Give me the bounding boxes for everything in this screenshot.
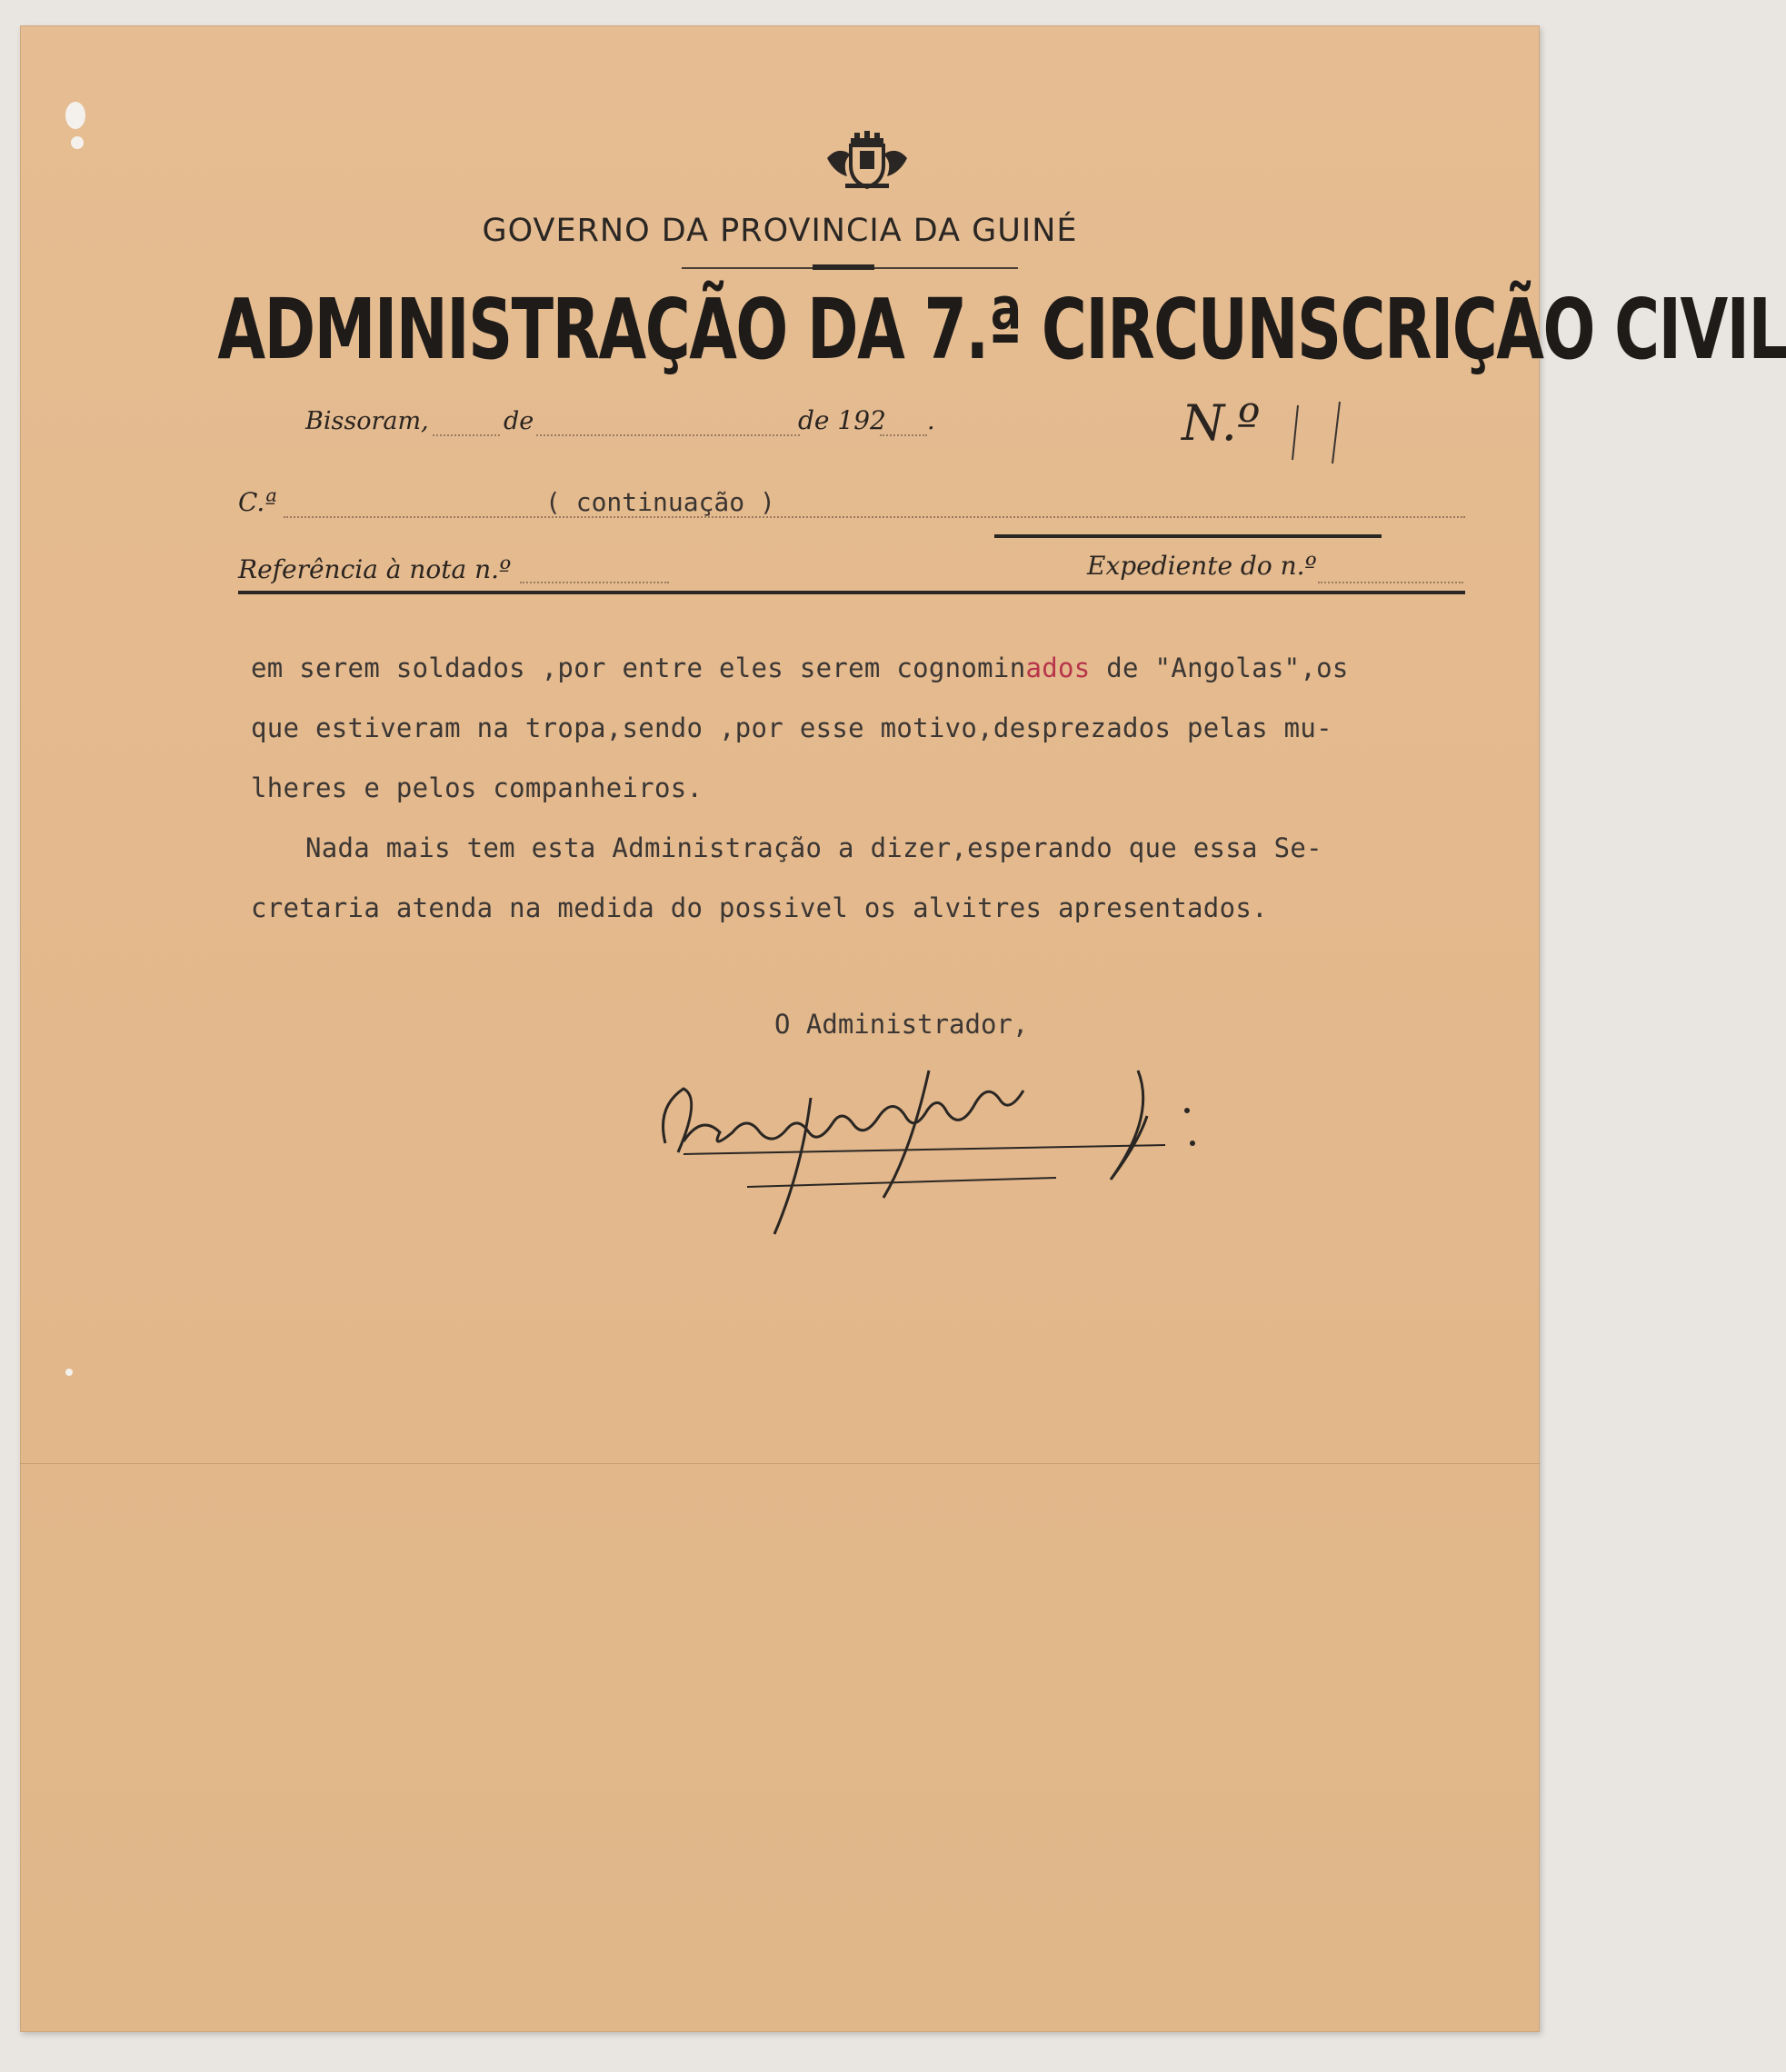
date-dotted-line xyxy=(433,434,500,436)
number-label: N.º xyxy=(1182,394,1261,452)
addressee-dotted-line xyxy=(284,516,1465,518)
dispatch-dotted-line xyxy=(1318,582,1463,583)
administration-title: ADMINISTRAÇÃO DA 7.ª CIRCUNSCRIÇÃO CIVIL xyxy=(217,281,1786,378)
reference-dotted-line xyxy=(520,582,669,583)
signatory-title: O Administrador, xyxy=(774,1009,1029,1040)
month-dotted-line xyxy=(536,434,800,436)
body-line: em serem soldados ,por entre eles serem cognominados de "Angolas",os xyxy=(251,652,1349,683)
paper-speck xyxy=(65,1369,73,1376)
government-title: GOVERNO DA PROVINCIA DA GUINÉ xyxy=(482,213,1078,249)
body-line: Nada mais tem esta Administração a dizer,esperando que essa Se- xyxy=(305,832,1322,863)
body-line: cretaria atenda na medida do possivel os alvitres apresentados. xyxy=(251,892,1268,923)
coat-of-arms-icon xyxy=(823,131,911,193)
place-label: Bissoram, xyxy=(305,407,429,435)
date-de-label: de xyxy=(504,407,534,435)
year-label: de 192 xyxy=(798,405,886,435)
punch-hole xyxy=(65,102,85,129)
letter-sheet: GOVERNO DA PROVINCIA DA GUINÉ ADMINISTRAÇÃO DA 7.ª CIRCUNSCRIÇÃO CIVIL Bissoram, de de 192 . N.º C.ª ( continuação ) Referência à nota n.º Expediente do n.º em serem soldados ,por entre eles serem cognominados de "Angolas",os que estiveram na tropa,sendo ,por esse motivo,desprezados pelas mu- lheres e pelos companheiros. Nada mais tem esta Administração a dizer,esperando que essa Se- cretaria atenda na medida do possivel os alvitres apresentados. O Administrador, xyxy=(20,25,1540,2032)
paper-fold xyxy=(20,1463,1540,1464)
dispatch-rule xyxy=(994,534,1382,538)
title-rule-accent xyxy=(813,264,874,270)
year-dotted-line xyxy=(880,434,927,436)
body-line: lheres e pelos companheiros. xyxy=(251,772,703,803)
reference-label: Referência à nota n.º xyxy=(238,554,512,584)
handwritten-signature xyxy=(629,1034,1265,1234)
body-line: que estiveram na tropa,sendo ,por esse motivo,desprezados pelas mu- xyxy=(251,712,1332,743)
addressee-label: C.ª xyxy=(238,487,277,517)
dispatch-label: Expediente do n.º xyxy=(1087,551,1317,581)
handwritten-number xyxy=(1287,400,1360,463)
addressee-value: ( continuação ) xyxy=(545,487,775,517)
punch-hole xyxy=(71,136,84,149)
header-rule xyxy=(238,591,1465,594)
